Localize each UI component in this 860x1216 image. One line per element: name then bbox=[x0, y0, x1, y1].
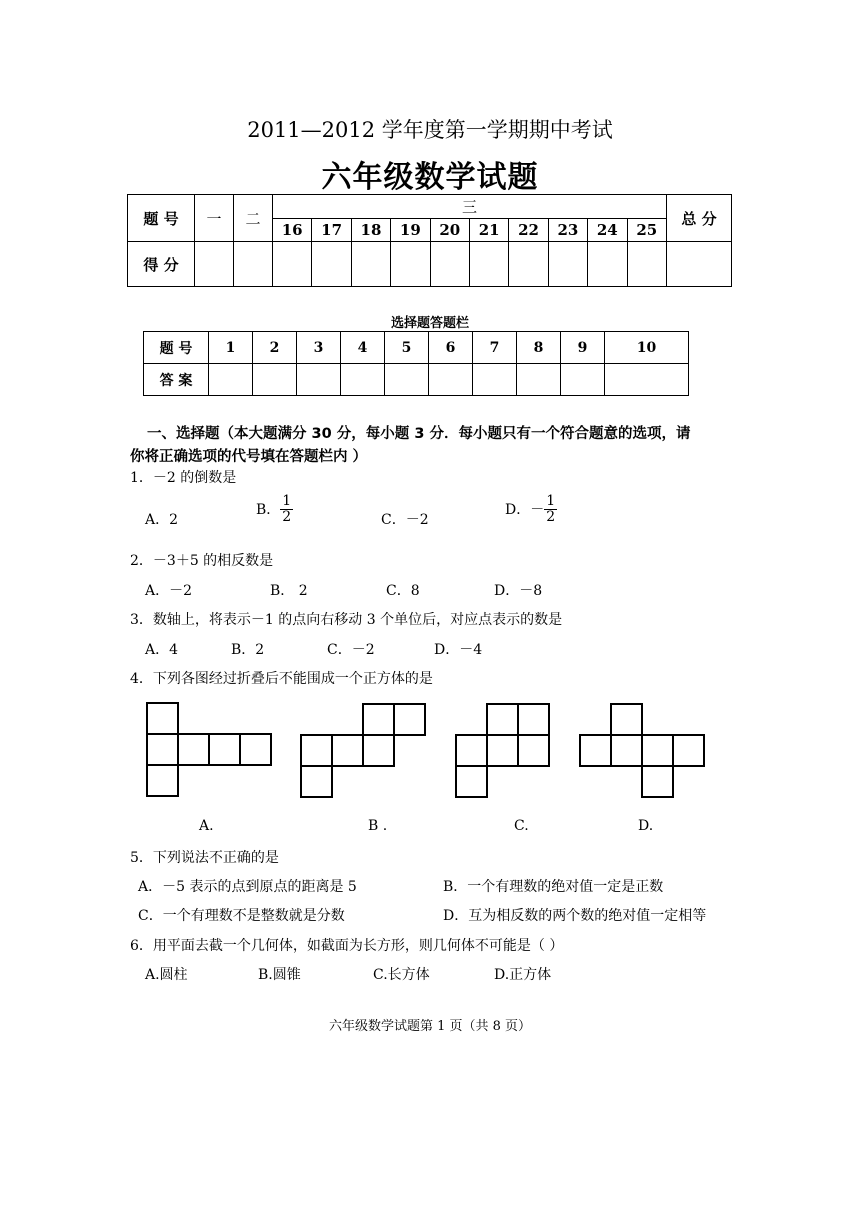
q5-option-c: C．一个有理数不是整数就是分数 bbox=[138, 908, 345, 924]
q5-option-b: B．一个有理数的绝对值一定是正数 bbox=[443, 879, 664, 895]
q3-option-d: D．－4 bbox=[434, 642, 483, 658]
q3-option-b: B．2 bbox=[231, 642, 265, 658]
q5-stem: 5．下列说法不正确的是 bbox=[130, 850, 279, 866]
fraction-denominator: 2 bbox=[546, 509, 556, 526]
exam-title: 六年级数学试题 bbox=[321, 160, 539, 195]
mc-number: 7 bbox=[473, 332, 517, 364]
fraction-denominator: 2 bbox=[282, 509, 292, 526]
score-sub-number: 25 bbox=[627, 218, 666, 242]
q4-option-a: A. bbox=[199, 818, 214, 834]
section-heading: 一、选择题（本大题满分 30 分，每小题 3 分．每小题只有一个符合题意的选项，请 bbox=[147, 426, 691, 442]
q6-stem: 6．用平面去截一个几何体，如截面为长方形，则几何体不可能是（ ） bbox=[130, 938, 564, 954]
section-heading-cont: 你将正确选项的代号填在答题栏内 ） bbox=[130, 449, 368, 465]
score-sub-number: 20 bbox=[430, 218, 469, 242]
score-sub-number: 19 bbox=[391, 218, 430, 242]
score-col-3: 三 bbox=[273, 195, 667, 219]
mc-number: 9 bbox=[561, 332, 605, 364]
q3-option-a: A．4 bbox=[145, 642, 179, 658]
q6-option-d: D.正方体 bbox=[494, 967, 552, 983]
q6-option-b: B.圆锥 bbox=[258, 967, 301, 983]
q1-option-c: C．－2 bbox=[381, 512, 429, 528]
q2-stem: 2．－3＋5 的相反数是 bbox=[130, 553, 274, 569]
score-sub-number: 21 bbox=[469, 218, 508, 242]
q6-option-c: C.长方体 bbox=[373, 967, 430, 983]
fraction-numerator: 1 bbox=[282, 493, 292, 509]
mc-number: 8 bbox=[517, 332, 561, 364]
cube-net-a bbox=[147, 703, 271, 796]
score-sub-number: 23 bbox=[548, 218, 587, 242]
q2-option-c: C．8 bbox=[386, 583, 420, 599]
mc-table-caption: 选择题答题栏 bbox=[390, 316, 469, 331]
q1-option-d-prefix: D．－ bbox=[505, 501, 545, 518]
q2-option-a: A．－2 bbox=[145, 583, 193, 599]
cube-net-c bbox=[456, 704, 549, 797]
mc-number: 3 bbox=[297, 332, 341, 364]
q5-option-d: D．互为相反数的两个数的绝对值一定相等 bbox=[443, 908, 707, 924]
q4-stem: 4．下列各图经过折叠后不能围成一个正方体的是 bbox=[130, 671, 433, 687]
mc-label-answer: 答 案 bbox=[144, 364, 209, 396]
q2-option-d: D．－8 bbox=[494, 583, 543, 599]
q1-option-b-prefix: B． bbox=[256, 501, 281, 518]
q4-option-d: D. bbox=[638, 818, 654, 834]
score-sub-number: 17 bbox=[312, 218, 351, 242]
q6-option-a: A.圆柱 bbox=[145, 967, 188, 983]
mc-number: 2 bbox=[253, 332, 297, 364]
fraction-numerator: 1 bbox=[546, 493, 556, 509]
score-col-2: 二 bbox=[234, 195, 273, 242]
page-footer: 六年级数学试题第 1 页（共 8 页） bbox=[328, 1019, 532, 1034]
score-sub-number: 24 bbox=[588, 218, 627, 242]
q4-option-b: B . bbox=[368, 818, 388, 834]
cube-net-d bbox=[580, 704, 704, 797]
score-sub-number: 16 bbox=[273, 218, 312, 242]
cube-net-b bbox=[301, 704, 425, 797]
q1-option-a: A．2 bbox=[145, 512, 179, 528]
q3-option-c: C．－2 bbox=[327, 642, 375, 658]
q1-stem: 1．－2 的倒数是 bbox=[130, 470, 237, 486]
score-col-1: 一 bbox=[195, 195, 234, 242]
q2-option-b: B． 2 bbox=[270, 583, 308, 599]
mc-number: 4 bbox=[341, 332, 385, 364]
mc-label-tihao: 题 号 bbox=[144, 332, 209, 364]
score-sub-number: 22 bbox=[509, 218, 548, 242]
score-label-tihao: 题 号 bbox=[128, 195, 195, 242]
mc-number: 5 bbox=[385, 332, 429, 364]
score-sub-number: 18 bbox=[351, 218, 390, 242]
score-total-label: 总 分 bbox=[667, 195, 732, 242]
score-label-defen: 得 分 bbox=[128, 242, 195, 287]
q4-option-c: C. bbox=[514, 818, 529, 834]
mc-number: 1 bbox=[209, 332, 253, 364]
q3-stem: 3．数轴上，将表示－1 的点向右移动 3 个单位后，对应点表示的数是 bbox=[130, 612, 563, 628]
mc-number: 10 bbox=[605, 332, 689, 364]
exam-subtitle: 2011—2012 学年度第一学期期中考试 bbox=[247, 118, 613, 142]
q5-option-a: A．－5 表示的点到原点的距离是 5 bbox=[138, 879, 357, 895]
mc-number: 6 bbox=[429, 332, 473, 364]
